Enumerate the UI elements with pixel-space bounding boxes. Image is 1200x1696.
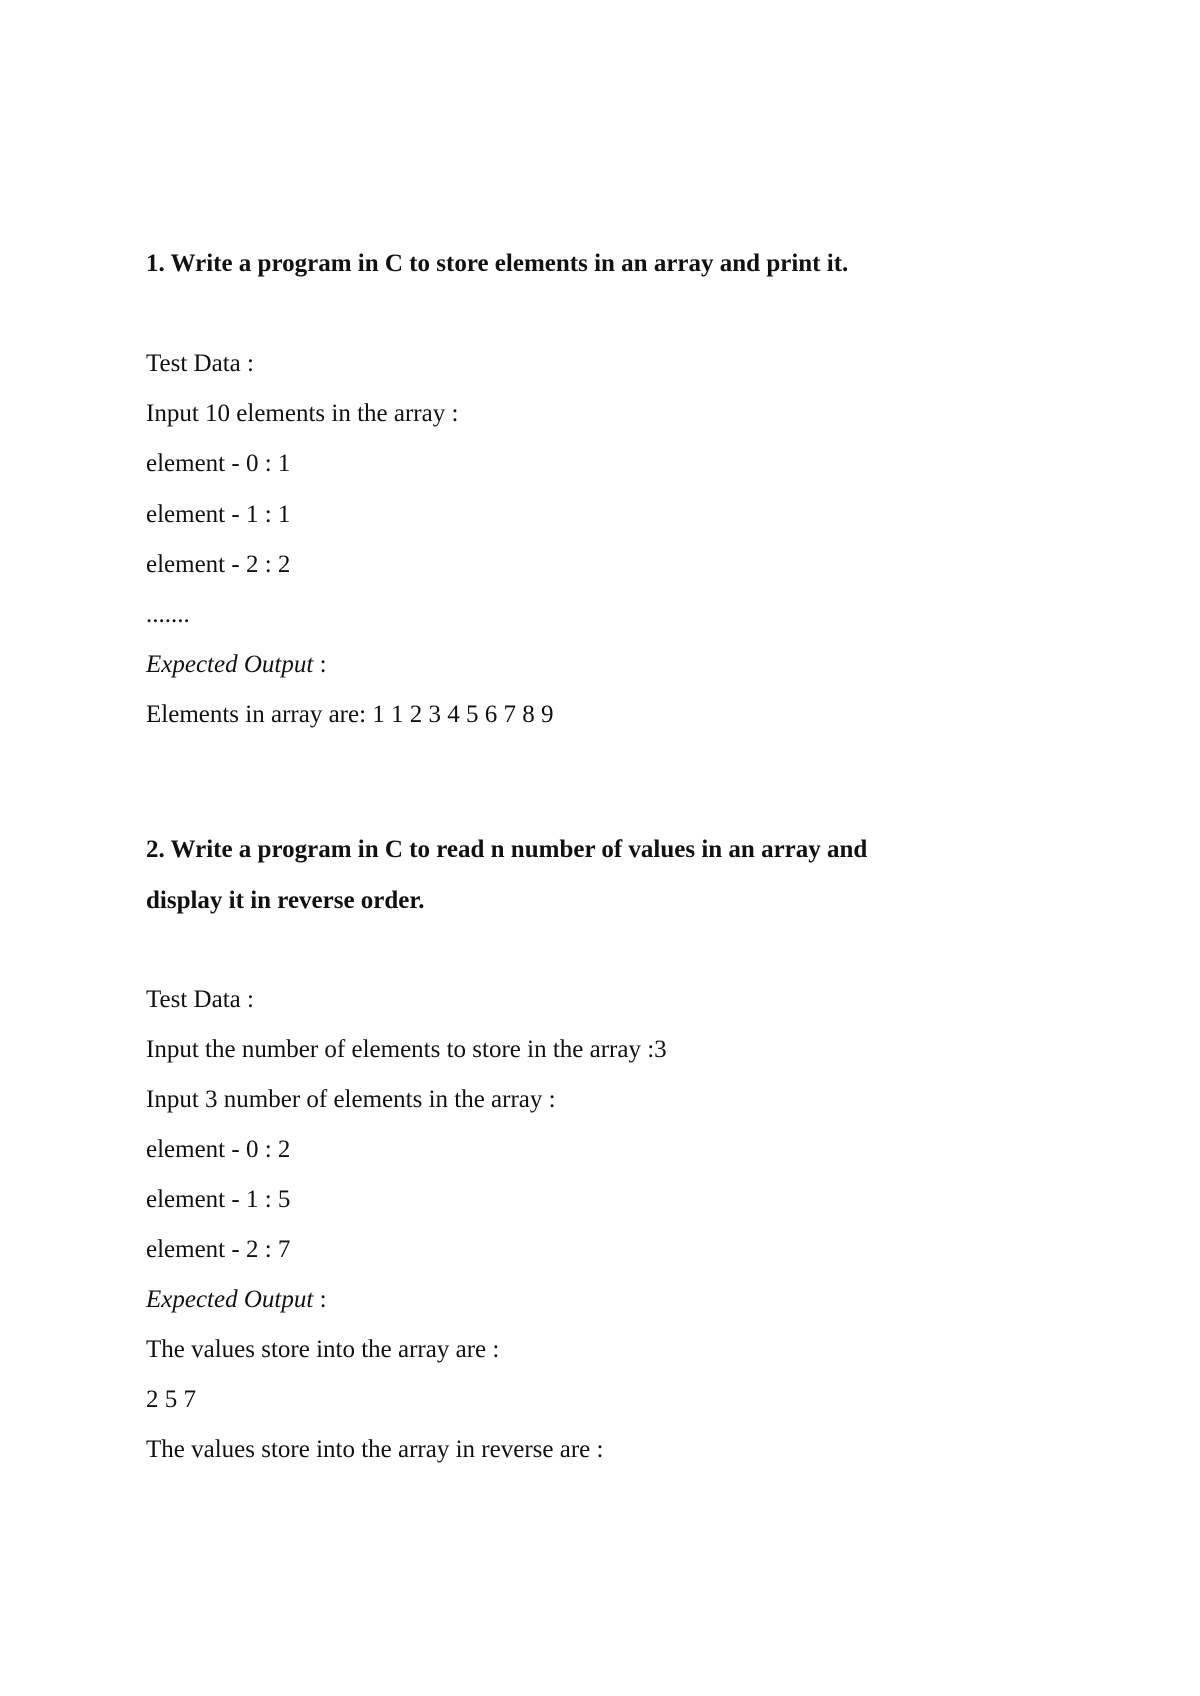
- q1-expected-output-label: [146, 650, 327, 680]
- q1-element-1: element - 1 : 1: [146, 501, 291, 528]
- q2-test-data-label: Test Data :: [146, 986, 254, 1013]
- q2-title-line2: display it in reverse order.: [146, 887, 425, 914]
- q2-expected-output-text: Expected Output: [146, 1286, 314, 1313]
- q1-input-line: Input 10 elements in the array :: [146, 400, 459, 427]
- q2-element-0: element - 0 : 2: [146, 1136, 291, 1163]
- q1-element-2: element - 2 : 2: [146, 551, 291, 578]
- q2-input-count-line: Input the number of elements to store in the array :3: [146, 1036, 667, 1063]
- q1-element-0: element - 0 : 1: [146, 450, 291, 477]
- q2-output-line1: The values store into the array are :: [146, 1336, 500, 1363]
- q1-expected-output-colon: :: [313, 651, 327, 678]
- q2-title-line1: 2. Write a program in C to read n number of values in an array and: [146, 836, 868, 863]
- q2-output-values: 2 5 7: [146, 1386, 196, 1413]
- q2-input-line: Input 3 number of elements in the array :: [146, 1086, 556, 1113]
- q1-expected-output-text: Expected Output: [146, 651, 314, 678]
- q2-output-line2: The values store into the array in reverse are :: [146, 1436, 604, 1463]
- q2-element-2: element - 2 : 7: [146, 1236, 291, 1263]
- q1-ellipsis: .......: [146, 601, 190, 628]
- q1-output-line: Elements in array are: 1 1 2 3 4 5 6 7 8 9: [146, 701, 554, 728]
- q1-title: 1. Write a program in C to store elements in an array and print it.: [146, 250, 849, 277]
- q2-expected-output-label: [146, 1285, 327, 1315]
- q2-expected-output-colon: :: [313, 1286, 327, 1313]
- q2-element-1: element - 1 : 5: [146, 1186, 291, 1213]
- q1-test-data-label: Test Data :: [146, 350, 254, 377]
